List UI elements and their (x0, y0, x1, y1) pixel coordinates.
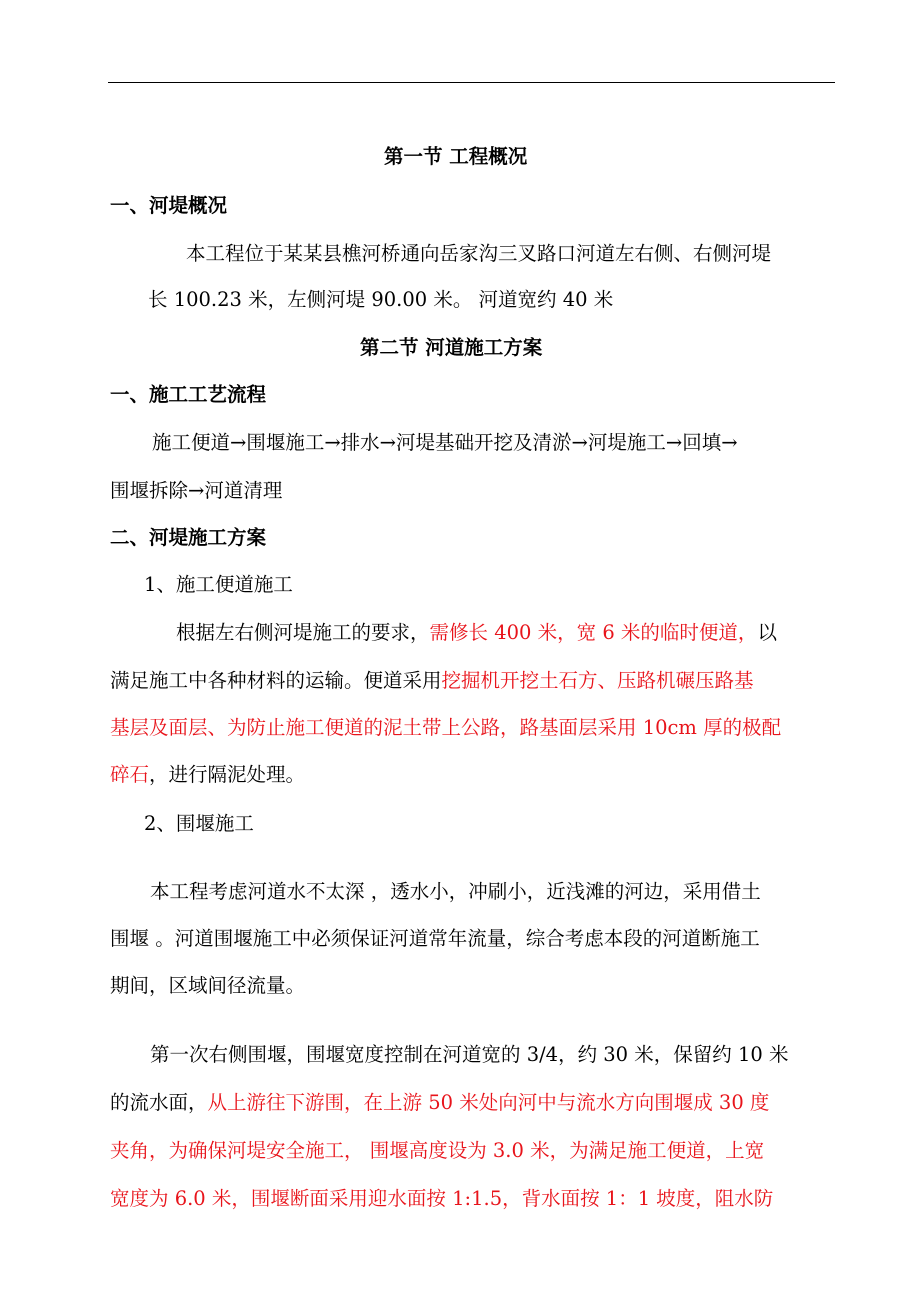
process-flow-line-1: 施工便道→围堰施工→排水→河堤基础开挖及清淤→河堤施工→回填→ (152, 431, 738, 454)
heading-dike-construction-plan: 二、河堤施工方案 (110, 526, 267, 549)
access-road-line-4: 碎石，进行隔泥处理。 (110, 763, 306, 786)
section1-title: 第一节 工程概况 (384, 145, 528, 168)
heading-process-flow: 一、施工工艺流程 (110, 383, 267, 406)
subheading-access-road: 1、施工便道施工 (144, 573, 293, 596)
section2-title: 第二节 河道施工方案 (360, 336, 543, 359)
access-road-line-1: 根据左右侧河堤施工的要求，需修长 400 米，宽 6 米的临时便道，以 (176, 621, 777, 644)
overview-paragraph-line-2: 长 100.23 米，左侧河堤 90.00 米。 河道宽约 40 米 (148, 288, 614, 311)
cofferdam-para2-line-1: 第一次右侧围堰，围堰宽度控制在河道宽的 3/4，约 30 米，保留约 10 米 (150, 1043, 789, 1066)
cofferdam-para2-line-3: 夹角，为确保河堤安全施工， 围堰高度设为 3.0 米，为满足施工便道，上宽 (110, 1139, 765, 1162)
overview-paragraph-line-1: 本工程位于某某县樵河桥通向岳家沟三叉路口河道左右侧、右侧河堤 (186, 242, 772, 265)
cofferdam-para1-line-2: 围堰 。河道围堰施工中必须保证河道常年流量，综合考虑本段的河道断施工 (110, 927, 760, 950)
access-road-line-3: 基层及面层、为防止施工便道的泥土带上公路，路基面层采用 10cm 厚的极配 (110, 716, 782, 739)
header-rule (108, 82, 835, 83)
heading-river-dike-overview: 一、河堤概况 (110, 194, 228, 217)
process-flow-line-2: 围堰拆除→河道清理 (110, 479, 283, 502)
cofferdam-para1-line-3: 期间，区域间径流量。 (110, 974, 306, 997)
access-road-line-2: 满足施工中各种材料的运输。便道采用挖掘机开挖土石方、压路机碾压路基 (110, 669, 754, 692)
cofferdam-para1-line-1: 本工程考虑河道水不太深 ，透水小，冲刷小，近浅滩的河边，采用借土 (150, 880, 761, 903)
subheading-cofferdam: 2、围堰施工 (144, 812, 254, 835)
cofferdam-para2-line-4: 宽度为 6.0 米，围堰断面采用迎水面按 1:1.5，背水面按 1：1 坡度，阻水防 (110, 1187, 774, 1210)
cofferdam-para2-line-2: 的流水面，从上游往下游围，在上游 50 米处向河中与流水方向围堰成 30 度 (110, 1091, 770, 1114)
